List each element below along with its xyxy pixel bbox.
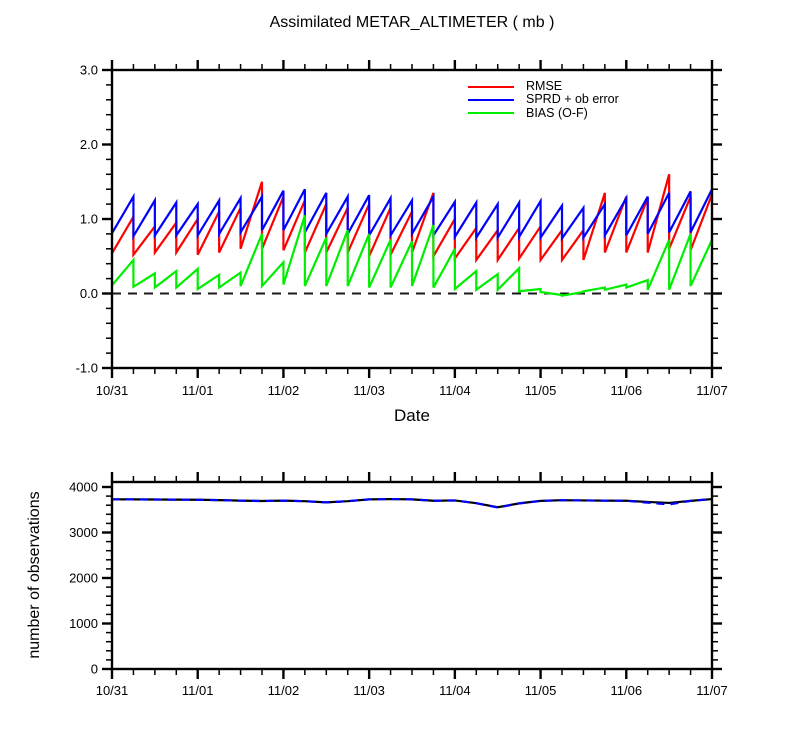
series-sprd-ob-error	[112, 189, 712, 238]
y-tick-label: 3.0	[79, 62, 98, 78]
y-tick-label: 1000	[69, 616, 98, 632]
legend-label-sprd: SPRD + ob error	[526, 92, 619, 107]
x-tick-label: 11/05	[524, 683, 557, 698]
x-tick-label: 11/05	[524, 383, 557, 398]
x-tick-label: 11/02	[267, 383, 300, 398]
y-tick-label: 0	[90, 661, 98, 677]
legend-label-rmse: RMSE	[526, 79, 563, 93]
x-tick-label: 11/07	[696, 683, 728, 698]
sprd-line-swatch	[468, 99, 514, 101]
legend-item-rmse	[468, 80, 619, 93]
x-tick-label: 11/02	[267, 683, 300, 698]
x-tick-label: 11/04	[439, 383, 471, 398]
bias-line-swatch	[468, 112, 514, 114]
y-tick-label: 2.0	[79, 137, 98, 152]
x-tick-label: 10/31	[95, 383, 129, 398]
legend-item-sprd	[468, 93, 619, 106]
y-tick-label: 1.0	[79, 211, 98, 227]
rmse-line-swatch	[468, 86, 514, 88]
panel-obs-count	[69, 472, 728, 698]
y-tick-label: 2000	[69, 570, 98, 586]
plot-frame	[112, 482, 712, 669]
series-obs-assimilated	[112, 499, 712, 508]
x-tick-label: 11/01	[181, 383, 214, 398]
x-tick-label: 11/07	[696, 383, 728, 398]
panel-error-metrics	[76, 60, 728, 398]
legend	[468, 80, 619, 120]
x-tick-label: 10/31	[95, 683, 129, 698]
chart-title: Assimilated METAR_ALTIMETER ( mb )	[269, 14, 555, 31]
x-tick-label: 11/01	[181, 683, 214, 698]
obs-y-axis-title: number of observations	[26, 491, 43, 659]
x-tick-label: 11/03	[353, 683, 385, 698]
x-tick-label: 11/06	[610, 383, 643, 398]
legend-label-bias: BIAS (O-F)	[526, 105, 588, 120]
y-tick-label: 3000	[69, 525, 98, 541]
x-tick-label: 11/04	[439, 683, 471, 698]
y-tick-label: -1.0	[75, 360, 98, 376]
x-axis-title: Date	[394, 406, 430, 425]
x-tick-label: 11/03	[353, 383, 385, 398]
x-tick-label: 11/06	[610, 683, 643, 698]
y-tick-label: 4000	[69, 479, 98, 495]
legend-item-bias	[468, 107, 619, 120]
y-tick-label: 0.0	[79, 286, 98, 301]
